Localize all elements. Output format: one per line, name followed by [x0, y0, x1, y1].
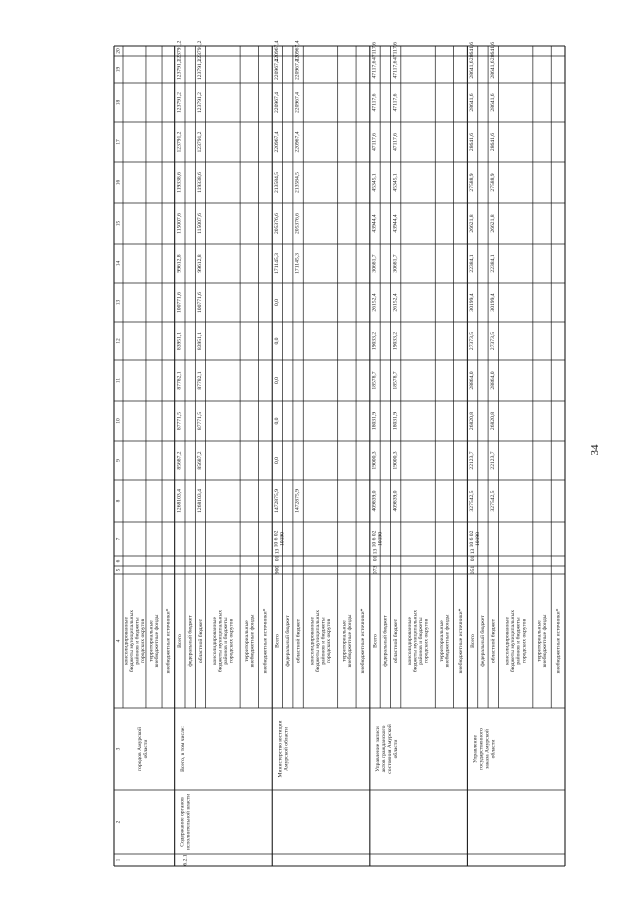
source-label: городских округов — [423, 618, 430, 664]
source-label: федеральный бюджет — [187, 615, 194, 667]
header-cell: 5 — [115, 568, 122, 572]
value-cell: 99612,8 — [176, 254, 183, 273]
value-cell: 220967,4 — [274, 59, 281, 80]
top-source-text: городских округов — [140, 618, 147, 664]
value-cell: 26621,8 — [489, 214, 496, 233]
header-cell: 8 — [115, 499, 122, 503]
value-cell: 27588,9 — [469, 173, 476, 192]
value-cell: 22123,7 — [489, 451, 496, 470]
source-label: районов и бюджеты — [222, 617, 229, 665]
source-label: городских округов — [521, 618, 528, 664]
source-label: бюджеты муниципальных — [314, 609, 321, 673]
value-cell: 22123,7 — [469, 451, 476, 470]
rz-code: 01 13 — [274, 548, 281, 562]
value-cell: 83951,1 — [197, 331, 204, 351]
top-source-text: территориальные — [148, 620, 155, 662]
value-cell: 27373,5 — [489, 331, 496, 351]
value-cell: 45345,1 — [392, 173, 399, 192]
header-cell: 14 — [115, 260, 122, 267]
grbs-code: 073 — [372, 565, 379, 575]
source-label: внебюджетные источники* — [360, 608, 367, 674]
top-owner-text: городов Амурской — [137, 727, 144, 771]
cs-code: 10 6 02 — [273, 530, 280, 548]
value-cell: 18031,9 — [392, 411, 399, 431]
value-cell: 327542,5 — [469, 490, 476, 512]
cs-code: 10 6 02 — [468, 530, 475, 548]
source-label: федеральный бюджет — [285, 615, 292, 667]
value-cell: 26820,8 — [489, 411, 496, 431]
group-name: Министерство юстиции — [277, 720, 284, 778]
source-label: районов и бюджеты — [418, 617, 425, 665]
value-cell: 123791,2 — [197, 59, 204, 80]
group-name: Всего, в том числе: — [179, 726, 186, 772]
header-cell: 2 — [115, 820, 122, 824]
header-cell: 18 — [115, 99, 122, 106]
group-name: Управление записи — [375, 726, 382, 772]
top-source-text: внебюджетные источники* — [165, 608, 172, 674]
value-cell: 28641,6 — [489, 41, 496, 61]
source-label: территориальные — [341, 620, 348, 662]
top-source-text: внебюджетные фонды — [154, 614, 161, 668]
value-cell: 87782,1 — [197, 371, 204, 390]
value-cell: 220967,4 — [294, 131, 301, 153]
source-label: внебюджетные источники* — [555, 608, 562, 674]
header-cell: 12 — [115, 338, 122, 344]
value-cell: 0,0 — [274, 377, 281, 384]
source-label: территориальные — [438, 620, 445, 662]
cs-code: 10190 — [279, 532, 286, 546]
value-cell: 28641,6 — [489, 132, 496, 152]
value-cell: 19033,2 — [392, 331, 399, 351]
value-cell: 171145,3 — [294, 253, 301, 274]
source-label: областной бюджет — [197, 618, 204, 664]
source-label: консолидированные — [504, 617, 511, 665]
page-number: 34 — [589, 444, 601, 456]
source-label: внебюджетные источники* — [262, 608, 269, 674]
value-cell: 28864,0 — [489, 371, 496, 390]
value-cell: 26152,4 — [371, 293, 378, 312]
source-label: бюджеты муниципальных — [217, 609, 224, 673]
value-cell: 123791,2 — [176, 92, 183, 113]
header-cell: 6 — [115, 559, 122, 563]
source-label: Всего — [177, 634, 184, 648]
value-cell: 30199,4 — [489, 293, 496, 312]
value-cell: 19000,3 — [371, 451, 378, 470]
group-name: государственного — [478, 728, 485, 770]
value-cell: 123791,2 — [176, 131, 183, 153]
header-cell: 1 — [115, 858, 122, 862]
value-cell: 27373,5 — [469, 331, 476, 351]
top-source-text: бюджеты муниципальных — [128, 609, 135, 673]
source-label: Всего — [274, 634, 281, 648]
value-cell: 220967,4 — [294, 59, 301, 80]
source-label: областной бюджет — [490, 618, 497, 664]
group-name: актов гражданского — [381, 725, 388, 773]
value-cell: 28641,6 — [469, 60, 476, 79]
source-label: консолидированные — [211, 617, 218, 665]
value-cell: 19033,2 — [371, 331, 378, 351]
table-cells — [116, 40, 562, 865]
source-label: внебюджетные фонды — [346, 614, 353, 668]
header-cell: 19 — [115, 66, 122, 73]
value-cell: 28641,6 — [489, 60, 496, 79]
value-cell: 213584,5 — [274, 172, 281, 193]
header-cell: 13 — [115, 299, 122, 306]
value-cell: 22384,1 — [489, 254, 496, 273]
value-cell: 1268103,4 — [197, 489, 204, 513]
header-cell: 4 — [115, 639, 122, 643]
header-cell: 7 — [115, 537, 122, 541]
value-cell: 30681,7 — [371, 254, 378, 273]
value-cell: 28641,6 — [469, 132, 476, 152]
value-cell: 0,0 — [274, 417, 281, 425]
value-cell: 220967,4 — [274, 131, 281, 153]
source-label: областной бюджет — [392, 618, 399, 664]
value-cell: 213584,5 — [294, 172, 301, 193]
value-cell: 18578,7 — [392, 371, 399, 390]
value-cell: 220967,4 — [294, 92, 301, 113]
source-label: федеральный бюджет — [382, 615, 389, 667]
value-cell: 87782,1 — [176, 371, 183, 390]
cs-code: 10190 — [377, 532, 384, 546]
group-name: заказа Амурской — [484, 729, 491, 769]
rz-code: 01 13 — [372, 548, 379, 562]
value-cell: 28864,0 — [469, 371, 476, 390]
value-cell: 47117,6 — [392, 42, 399, 60]
top-owner-text: области — [143, 739, 150, 759]
header-cell: 10 — [115, 418, 122, 424]
value-cell: 30199,4 — [469, 293, 476, 312]
value-cell: 100771,6 — [176, 292, 183, 313]
value-cell: 1472875,9 — [274, 489, 281, 513]
source-label: консолидированные — [406, 617, 413, 665]
value-cell: 1472875,9 — [294, 489, 301, 513]
value-cell: 119338,6 — [197, 172, 204, 193]
value-cell: 18031,9 — [371, 411, 378, 431]
value-cell: 43944,4 — [371, 214, 378, 233]
value-cell: 28641,6 — [469, 41, 476, 61]
source-label: областной бюджет — [295, 618, 302, 664]
top-source-text: консолидированные — [123, 617, 130, 665]
source-label: внебюджетные фонды — [444, 614, 451, 668]
source-label: Всего — [469, 634, 476, 648]
section-title: Содержание органов — [179, 797, 186, 847]
source-label: Всего — [372, 634, 379, 648]
value-cell: 87771,5 — [176, 411, 183, 431]
value-cell: 47117,6 — [371, 60, 378, 79]
value-cell: 99612,8 — [197, 254, 204, 273]
source-label: федеральный бюджет — [480, 615, 487, 667]
value-cell: 123791,2 — [197, 92, 204, 113]
group-name: Управление — [472, 734, 479, 764]
value-cell: 100771,6 — [197, 292, 204, 313]
value-cell: 47117,6 — [392, 93, 399, 112]
value-cell: 26621,8 — [469, 214, 476, 233]
cs-code: 10190 — [474, 532, 481, 546]
value-cell: 123791,2 — [176, 40, 183, 62]
grbs-code: 051 — [469, 565, 476, 575]
source-label: территориальные — [243, 620, 250, 662]
value-cell: 123791,2 — [197, 131, 204, 153]
value-cell: 27588,9 — [489, 173, 496, 192]
value-cell: 0,0 — [274, 337, 281, 345]
source-label: районов и бюджеты — [320, 617, 327, 665]
header-cell: 16 — [115, 179, 122, 186]
value-cell: 205376,6 — [294, 213, 301, 234]
source-label: районов и бюджеты — [515, 617, 522, 665]
value-cell: 327542,5 — [489, 490, 496, 512]
value-cell: 30681,7 — [392, 254, 399, 273]
value-cell: 123791,2 — [197, 40, 204, 62]
value-cell: 28641,6 — [469, 93, 476, 112]
value-cell: 171145,3 — [274, 253, 281, 274]
value-cell: 47117,6 — [371, 93, 378, 112]
header-cell: 17 — [115, 139, 122, 145]
value-cell: 1268103,4 — [176, 489, 183, 513]
value-cell: 115007,6 — [197, 213, 204, 234]
value-cell: 18578,7 — [371, 371, 378, 390]
value-cell: 45345,1 — [371, 173, 378, 192]
value-cell: 220967,4 — [274, 40, 281, 62]
source-label: территориальные — [536, 620, 543, 662]
source-label: внебюджетные фонды — [542, 614, 549, 668]
value-cell: 47117,6 — [371, 133, 378, 151]
group-name: Амурской области — [283, 727, 290, 771]
value-cell: 19000,3 — [392, 451, 399, 470]
value-cell: 87771,5 — [197, 411, 204, 431]
value-cell: 0,0 — [274, 457, 281, 464]
header-cell: 11 — [115, 377, 122, 384]
value-cell: 119338,6 — [176, 172, 183, 193]
value-cell: 220967,4 — [294, 40, 301, 62]
header-cell: 3 — [115, 747, 122, 751]
value-cell: 83951,1 — [176, 331, 183, 351]
source-label: внебюджетные фонды — [249, 614, 256, 668]
source-label: внебюджетные источники* — [457, 608, 464, 674]
value-cell: 205376,6 — [274, 213, 281, 234]
value-cell: 43944,4 — [392, 214, 399, 233]
grbs-code: 900 — [274, 565, 281, 575]
source-label: консолидированные — [309, 617, 316, 665]
value-cell: 26820,8 — [469, 411, 476, 431]
header-cell: 20 — [115, 48, 122, 54]
value-cell: 47117,6 — [392, 133, 399, 151]
source-label: городских округов — [228, 618, 235, 664]
value-cell: 0,0 — [274, 299, 281, 306]
section-number: 6.2.1 — [182, 854, 189, 866]
top-source-text: районов и бюджеты — [134, 617, 141, 665]
source-label: бюджеты муниципальных — [412, 609, 419, 673]
value-cell: 220967,4 — [274, 92, 281, 113]
value-cell: 47117,6 — [371, 42, 378, 60]
group-name: области — [490, 739, 497, 759]
value-cell: 409839,0 — [392, 490, 399, 512]
header-cell: 9 — [115, 459, 122, 462]
value-cell: 123791,2 — [176, 59, 183, 80]
value-cell: 26152,4 — [392, 293, 399, 312]
source-label: бюджеты муниципальных — [510, 609, 517, 673]
cs-code: 10 6 02 — [371, 530, 378, 548]
value-cell: 85687,2 — [197, 451, 204, 470]
value-cell: 22384,1 — [469, 254, 476, 273]
value-cell: 28641,6 — [489, 93, 496, 112]
value-cell: 85687,2 — [176, 451, 183, 470]
value-cell: 115007,6 — [176, 213, 183, 234]
section-title: исполнительной власти — [185, 793, 192, 851]
header-cell: 15 — [115, 220, 122, 227]
rz-code: 01 13 — [469, 548, 476, 562]
value-cell: 47117,6 — [392, 60, 399, 79]
group-name: области — [393, 739, 400, 759]
value-cell: 409839,0 — [371, 490, 378, 512]
source-label: городских округов — [326, 618, 333, 664]
group-name: состояния Амурской — [387, 724, 394, 774]
